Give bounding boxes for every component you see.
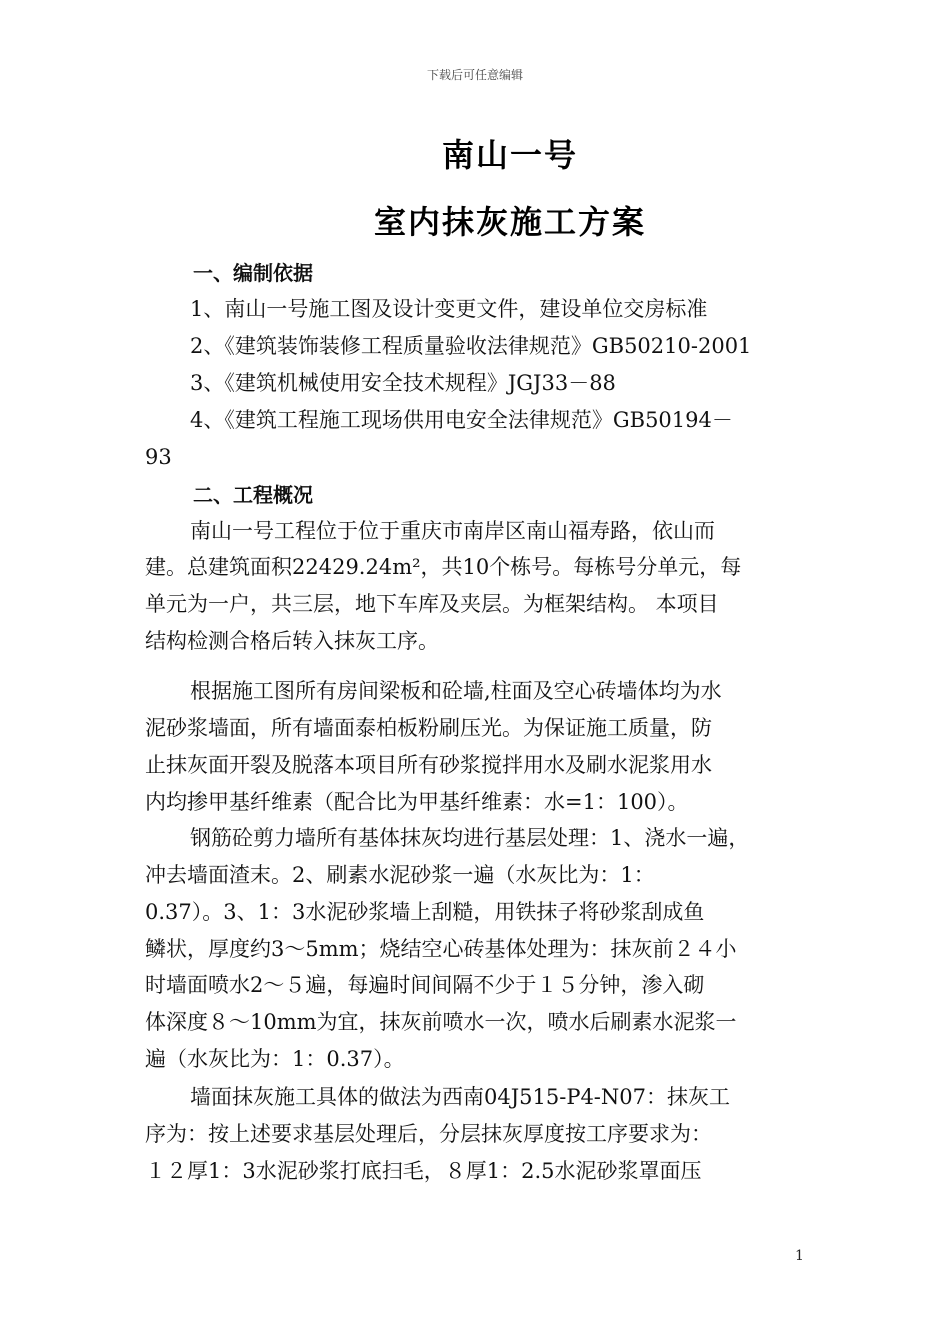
body-line: 根据施工图所有房间梁板和砼墙,柱面及空心砖墙体均为水	[190, 679, 722, 703]
page-number: 1	[795, 1248, 804, 1264]
section-heading-basis: 一、编制依据	[193, 261, 313, 285]
body-line: 单元为一户，共三层，地下车库及夹层。为框架结构。 本项目	[145, 592, 719, 616]
basis-item-continuation: 93	[145, 445, 172, 469]
body-line: 南山一号工程位于位于重庆市南岸区南山福寿路，依山而	[190, 519, 715, 543]
body-line: 内均掺甲基纤维素（配合比为甲基纤维素：水=1：100）。	[145, 790, 689, 814]
body-line: 体深度８～10mm为宜，抹灰前喷水一次，喷水后刷素水泥浆一	[145, 1010, 737, 1034]
document-title: 南山一号	[441, 136, 578, 174]
body-line: 鳞状，厚度约3～5mm；烧结空心砖基体处理为：抹灰前２４小	[145, 937, 737, 961]
body-line: 结构检测合格后转入抹灰工序。	[145, 629, 439, 653]
body-line: 墙面抹灰施工具体的做法为西南04J515-P4-N07：抹灰工	[190, 1085, 730, 1109]
basis-item: 4、《建筑工程施工现场供用电安全法律规范》GB50194－	[190, 408, 733, 432]
body-line: 序为：按上述要求基层处理后，分层抹灰厚度按工序要求为：	[145, 1122, 712, 1146]
body-line: 泥砂浆墙面，所有墙面泰柏板粉刷压光。为保证施工质量，防	[145, 716, 712, 740]
basis-item: 2、《建筑装饰装修工程质量验收法律规范》GB50210-2001	[190, 334, 752, 358]
body-line: 止抹灰面开裂及脱落本项目所有砂浆搅拌用水及刷水泥浆用水	[145, 753, 712, 777]
body-line: 建。总建筑面积22429.24m²，共10个栋号。每栋号分单元，每	[145, 555, 742, 579]
basis-item: 3、《建筑机械使用安全技术规程》JGJ33－88	[190, 371, 616, 395]
body-line: 0.37）。3、1：3水泥砂浆墙上刮糙，用铁抹子将砂浆刮成鱼	[145, 900, 705, 924]
basis-item: 1、南山一号施工图及设计变更文件，建设单位交房标准	[190, 297, 708, 321]
body-line: 遍（水灰比为：1：0.37）。	[145, 1047, 405, 1071]
body-line: 冲去墙面渣末。2、刷素水泥砂浆一遍（水灰比为：1：	[145, 863, 655, 887]
header-note: 下载后可任意编辑	[426, 68, 523, 82]
body-line: 时墙面喷水2～５遍，每遍时间间隔不少于１５分钟，渗入砌	[145, 973, 705, 997]
body-line: 钢筋砼剪力墙所有基体抹灰均进行基层处理：1、浇水一遍，	[190, 826, 750, 850]
document-subtitle: 室内抹灰施工方案	[373, 203, 646, 241]
section-heading-overview: 二、工程概况	[193, 483, 313, 507]
body-line: １２厚1：3水泥砂浆打底扫毛，８厚1：2.5水泥砂浆罩面压	[145, 1159, 702, 1183]
